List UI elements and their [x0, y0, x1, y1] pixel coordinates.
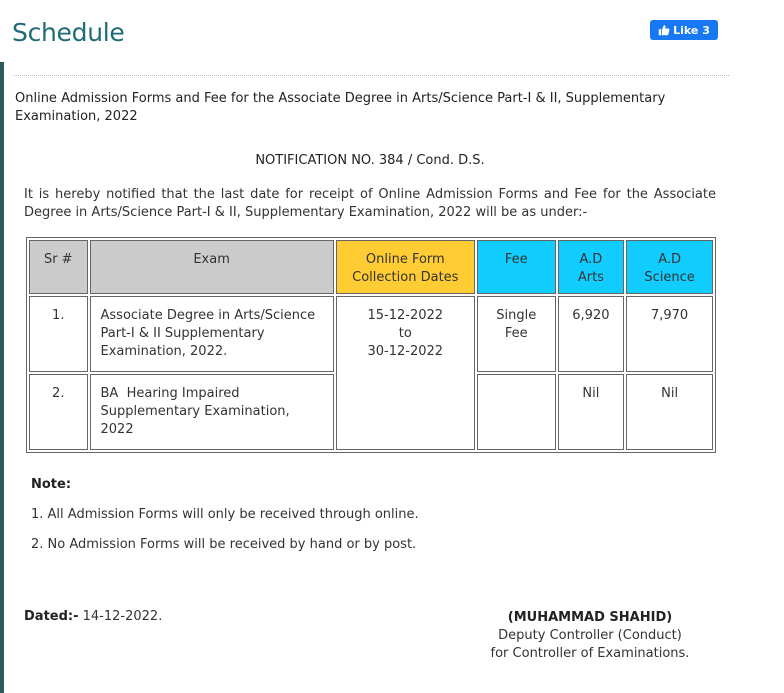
header-science-line2: Science — [644, 270, 695, 285]
header-dates-line2: Collection Dates — [352, 270, 459, 285]
facebook-like-button[interactable] — [650, 20, 718, 40]
row1-sr: 1. — [29, 296, 88, 372]
dated-line — [24, 609, 162, 624]
table-header-row — [29, 240, 713, 294]
thumbs-up-icon — [658, 24, 670, 36]
row2-sr: 2. — [29, 374, 88, 450]
note-label: Note: — [31, 477, 72, 492]
dated-label: Dated:- — [24, 609, 79, 624]
header-arts-line2: Arts — [577, 270, 604, 285]
row2-exam-line1: BA Hearing Impaired — [100, 386, 240, 401]
dotted-divider — [14, 75, 729, 76]
header-exam: Exam — [90, 240, 334, 294]
header-fee: Fee — [477, 240, 556, 294]
header-collection-dates — [336, 240, 475, 294]
row2-exam-line2: Supplementary Examination, — [100, 404, 290, 419]
signature-block — [470, 609, 710, 663]
row1-arts-fee: 6,920 — [558, 296, 625, 372]
header-dates-line1: Online Form — [365, 252, 445, 267]
signatory-name: (MUHAMMAD SHAHID) — [507, 610, 673, 625]
row1-fee — [477, 296, 556, 372]
header-science-line1: A.D — [658, 252, 681, 267]
dated-value: 14-12-2022. — [82, 609, 163, 624]
intro-paragraph: It is hereby notified that the last date for receipt of Online Admission Forms and Fee for the Associate Degree in Arts/Science Part-I & II, Supplementary Examination, 2022 will be as under:- — [24, 187, 716, 220]
collection-dates-cell — [336, 296, 475, 450]
row2-fee — [477, 374, 556, 450]
schedule-table — [26, 237, 716, 453]
row2-arts-fee: Nil — [558, 374, 625, 450]
page-title: Schedule — [12, 18, 125, 47]
notice-heading: Online Admission Forms and Fee for the Associate Degree in Arts/Science Part-I & II, Supplementary Examination, 2022 — [15, 91, 666, 124]
signatory-for: for Controller of Examinations. — [490, 646, 690, 661]
row2-exam-line3: 2022 — [100, 422, 134, 437]
table-row — [29, 296, 713, 372]
date-to: 30-12-2022 — [367, 344, 444, 359]
header-ad-arts — [558, 240, 625, 294]
row1-exam — [90, 296, 334, 372]
row1-fee-line2: Fee — [504, 326, 528, 341]
note-item-2: 2. No Admission Forms will be received by hand or by post. — [31, 537, 417, 552]
date-from: 15-12-2022 — [367, 308, 444, 323]
header-arts-line1: A.D — [579, 252, 603, 267]
like-label: Like 3 — [673, 23, 710, 37]
row1-exam-line1: Associate Degree in Arts/Science — [100, 308, 316, 323]
row1-exam-line3: Examination, 2022. — [100, 344, 228, 359]
row1-exam-line2: Part-I & II Supplementary — [100, 326, 265, 341]
row2-science-fee: Nil — [626, 374, 713, 450]
row2-exam — [90, 374, 334, 450]
signatory-designation: Deputy Controller (Conduct) — [498, 628, 682, 643]
row1-science-fee: 7,970 — [626, 296, 713, 372]
row1-fee-line1: Single — [496, 308, 537, 323]
notification-number: NOTIFICATION NO. 384 / Cond. D.S. — [255, 153, 485, 168]
header-sr: Sr # — [29, 240, 88, 294]
date-to-word: to — [398, 326, 412, 341]
note-item-1: 1. All Admission Forms will only be received through online. — [31, 507, 419, 522]
header-ad-science — [626, 240, 713, 294]
